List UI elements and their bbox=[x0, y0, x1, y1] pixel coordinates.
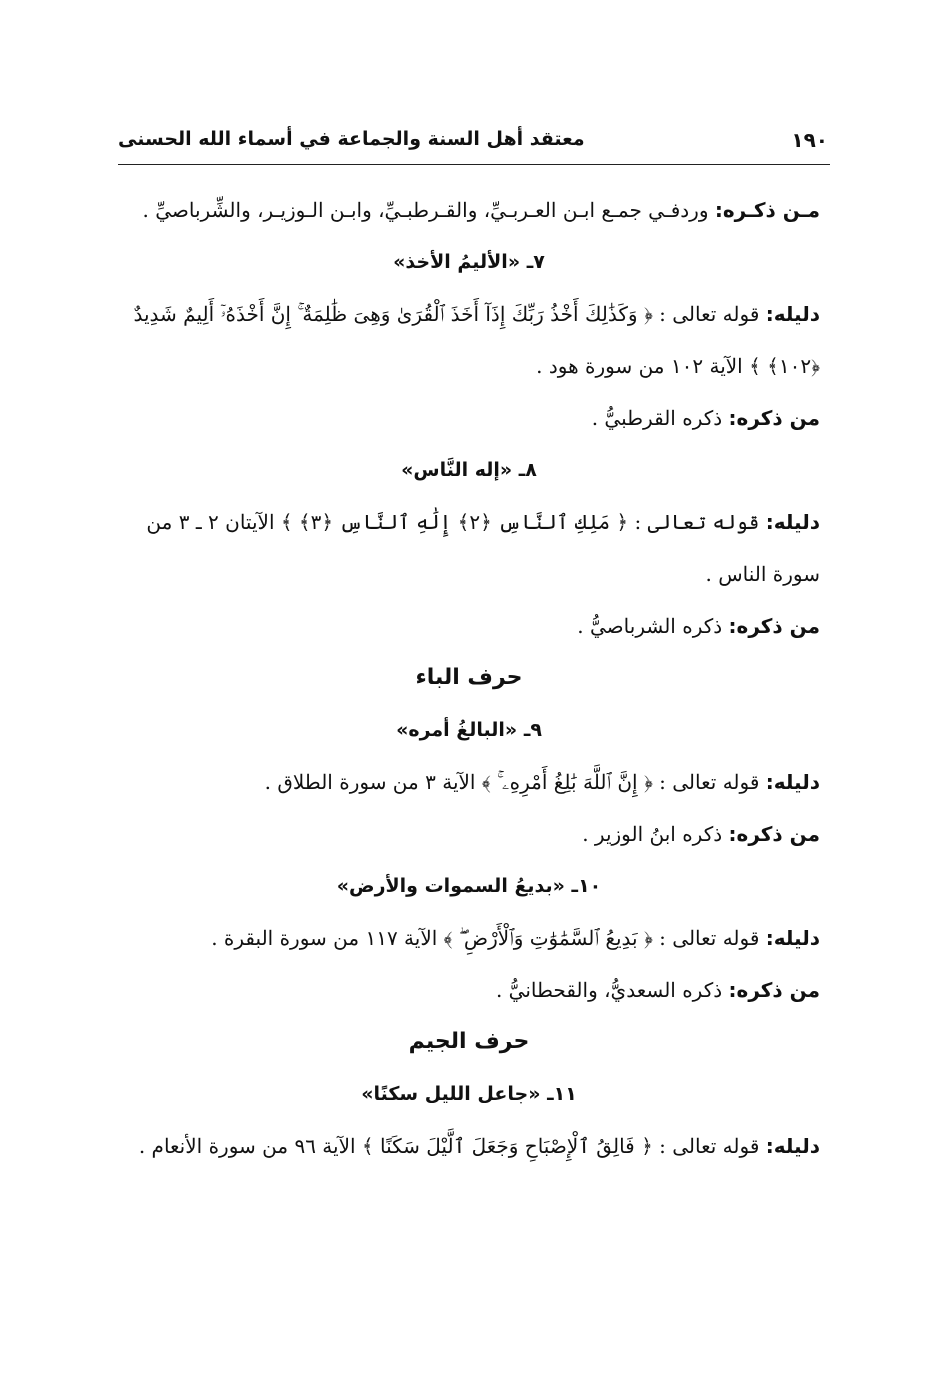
paragraph-text: قوله تعالى : ﴿ إِنَّ ٱللَّهَ بَٰلِغُ أَمْرِهِۦ ۚ ﴾ الآية ٣ من سورة الطلاق . bbox=[264, 770, 766, 794]
page-number: ١٩٠ bbox=[791, 128, 828, 152]
name-heading-8: ٨ـ «إله النَّاس» bbox=[401, 459, 537, 481]
paragraph-text: ذكره السعديُّ، والقحطانيُّ . bbox=[495, 978, 729, 1002]
section-heading-jim: حرف الجيم bbox=[408, 1029, 530, 1054]
name-heading-11: ١١ـ «جاعل الليل سكنًا» bbox=[361, 1083, 577, 1105]
name-heading-9: ٩ـ «البالغُ أمره» bbox=[396, 719, 542, 741]
label-mentioned-by: مـن ذكـره: bbox=[714, 198, 820, 222]
label-evidence: دليله: bbox=[765, 926, 820, 950]
paragraph-text: قوله تعالى : ﴿ وَكَذَٰلِكَ أَخْذُ رَبِّكَ إِذَآ أَخَذَ ٱلْقُرَىٰ وَهِىَ ظَٰلِمَةٌ ۚ إِنَّ أَخْذَهُۥٓ أَلِيمٌ شَدِيدٌ ﴿١٠٢﴾ ﴾ الآية ١٠٢ من سورة هود . bbox=[133, 302, 820, 378]
name-heading-7: ٧ـ «الأليمُ الأخذ» bbox=[393, 251, 545, 273]
paragraph-text: ذكره القرطبيُّ . bbox=[591, 406, 729, 430]
label-evidence: دليله: bbox=[765, 1134, 820, 1158]
label-evidence: دليله: bbox=[765, 302, 820, 326]
paragraph-text: قوله تعالى : ﴿ بَدِيعُ ٱلسَّمَٰوَٰتِ وَٱلْأَرْضِ ۖ ﴾ الآية ١١٧ من سورة البقرة . bbox=[211, 926, 766, 950]
label-mentioned-by: من ذكره: bbox=[728, 614, 820, 638]
paragraph-evidence bbox=[118, 756, 820, 808]
paragraph-mentioned-by bbox=[118, 808, 820, 860]
paragraph-mentioned-by bbox=[118, 964, 820, 1016]
paragraph-text: ذكره ابنُ الوزير . bbox=[582, 822, 729, 846]
paragraph-text: وردفـي جمـع ابـن العـربـيِّ، والقـرطبـيِّ، وابـن الـوزيـر، والشِّرباصيِّ . bbox=[142, 198, 715, 222]
paragraph-evidence bbox=[118, 912, 820, 964]
paragraph-mentioned-by bbox=[118, 600, 820, 652]
label-mentioned-by: من ذكره: bbox=[728, 406, 820, 430]
paragraph-text: قوله تعالى : ﴿ فَالِقُ ٱلْإِصْبَاحِ وَجَعَلَ ٱلَّيْلَ سَكَنًا ﴾ الآية ٩٦ من سورة الأنعام . bbox=[138, 1134, 766, 1158]
label-mentioned-by: من ذكره: bbox=[728, 822, 820, 846]
paragraph-evidence bbox=[118, 496, 820, 600]
paragraph-text: ذكره الشرباصيُّ . bbox=[577, 614, 729, 638]
page-body bbox=[118, 184, 820, 1172]
running-header bbox=[118, 124, 830, 165]
paragraph-mentioned-by bbox=[118, 184, 820, 236]
paragraph-evidence bbox=[118, 288, 820, 392]
paragraph-text: قوله تعالى : ﴿ مَلِكِ ٱلنَّاسِ ﴿٢﴾ إِلَٰهِ ٱلنَّاسِ ﴿٣﴾ ﴾ الآيتان ٢ ـ ٣ من سورة الناس . bbox=[146, 510, 820, 586]
paragraph-mentioned-by bbox=[118, 392, 820, 444]
label-evidence: دليله: bbox=[765, 510, 820, 534]
label-mentioned-by: من ذكره: bbox=[728, 978, 820, 1002]
label-evidence: دليله: bbox=[765, 770, 820, 794]
section-heading-ba: حرف الباء bbox=[415, 665, 523, 690]
running-title: معتقد أهل السنة والجماعة في أسماء الله الحسنى bbox=[118, 128, 585, 150]
paragraph-evidence bbox=[118, 1120, 820, 1172]
name-heading-10: ١٠ـ «بديعُ السموات والأرض» bbox=[336, 875, 602, 897]
